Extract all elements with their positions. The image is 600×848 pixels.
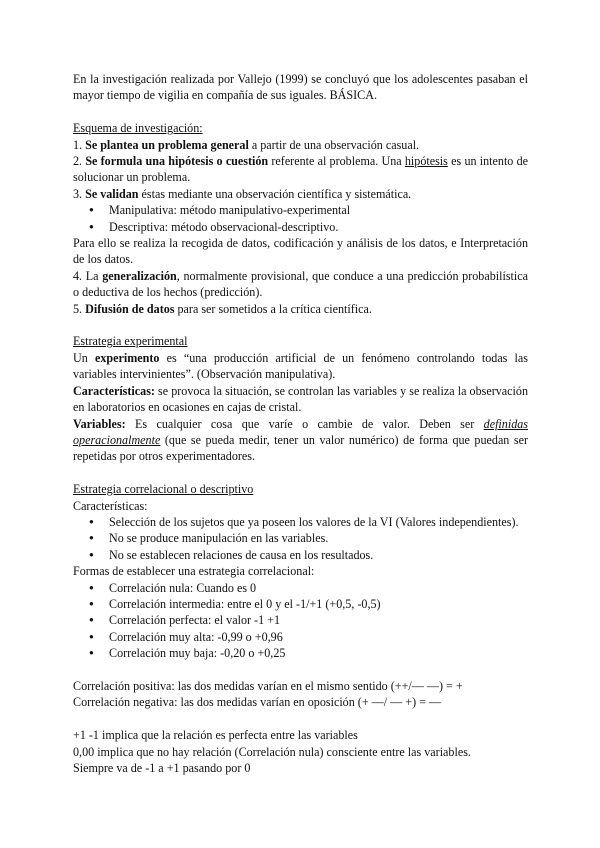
step-1-number: 1. (73, 137, 86, 152)
list-item: ● No se establecen relaciones de causa en los resultados. (73, 547, 528, 563)
list-item: ● Correlación muy baja: -0,20 o +0,25 (73, 645, 528, 661)
experimento-lead: Un (73, 350, 95, 365)
list-item: ● Correlación perfecta: el valor -1 +1 (73, 612, 528, 628)
correlacion-negativa: Correlación negativa: las dos medidas varían en oposición (+ —/ — +) = — (73, 695, 442, 710)
step-3-bullet-list (73, 202, 528, 235)
step-4-text: , normalmente provisional, que conduce a una predicción probabilística o deductiva de los hechos (predicción). (73, 268, 529, 300)
step-3-number: 3. (73, 186, 86, 201)
correlacion-positiva: Correlación positiva: las dos medidas varían en el mismo sentido (++/— —) = + (73, 678, 463, 693)
variables-text: Es cualquier cosa que varíe o cambie de valor. Deben ser (125, 416, 484, 431)
variables-text-end: (que se pueda medir, tener un valor numérico) de forma que puedan ser repetidas por otros experimentadores. (73, 432, 528, 464)
esquema-step-3 (73, 186, 528, 202)
step-5-number: 5. (73, 301, 86, 316)
step-1-bold: Se plantea un problema general (85, 137, 249, 152)
caracteristicas-paragraph (73, 383, 528, 416)
step-5-text: para ser sometidos a la crítica científica. (174, 301, 372, 316)
list-item: ● Correlación muy alta: -0,99 o +0,96 (73, 629, 528, 645)
experimento-bold: experimento (94, 350, 160, 365)
step-4-bold: generalización (102, 268, 177, 283)
list-item: ● Manipulativa: método manipulativo-experimental (73, 202, 528, 218)
formas-label: Formas de establecer una estrategia correlacional: (73, 564, 315, 579)
variables-bold: Variables: (73, 416, 126, 431)
list-item: ● Correlación intermedia: entre el 0 y el -1/+1 (+0,5, -0,5) (73, 596, 528, 612)
esquema-step-1 (73, 137, 528, 153)
caracteristicas-text: se provoca la situación, se controlan las variables y se realiza la observación en laboratorios en ocasiones en cajas de cristal. (73, 383, 528, 415)
intro-paragraph: En la investigación realizada por Vallejo (1999) se concluyó que los adolescentes pasaban el mayor tiempo de vigilia en compañía de sus iguales. BÁSICA. (73, 72, 528, 103)
correlacional-heading: Estrategia correlacional o descriptivo (73, 482, 254, 497)
experimento-paragraph (73, 350, 528, 383)
caracteristicas-bold: Características: (73, 383, 155, 398)
esquema-step-4 (73, 268, 528, 301)
experimento-text: es “una producción artificial de un fenómeno controlando todas las variables intervinientes”. (Observación manipulativa). (73, 350, 528, 382)
caracteristicas-bullet-list (73, 514, 528, 563)
step-2-text-end: es un intento de solucionar un problema. (73, 154, 529, 185)
list-item: ● Correlación nula: Cuando es 0 (73, 580, 528, 596)
step-2-bold: Se formula una hipótesis o cuestión (85, 154, 269, 169)
nota-perfecta: +1 -1 implica que la relación es perfecta entre las variables (73, 728, 358, 743)
step-3-text: éstas mediante una observación científica y sistemática. (138, 186, 412, 201)
step-2-text: referente al problema. Una (268, 154, 405, 169)
nota-rango: Siempre va de -1 a +1 pasando por 0 (73, 760, 251, 775)
step-1-text: a partir de una observación casual. (248, 137, 420, 152)
list-item: ● No se produce manipulación en las variables. (73, 530, 528, 546)
step-4-number: 4. La (73, 268, 103, 283)
variables-paragraph (73, 416, 528, 465)
step-3-note: Para ello se realiza la recogida de datos, codificación y análisis de los datos, e Interpretación de los datos. (73, 236, 528, 267)
formas-bullet-list (73, 580, 528, 662)
list-item: ● Selección de los sujetos que ya poseen los valores de la VI (Valores independientes). (73, 514, 528, 530)
step-3-bold: Se validan (85, 186, 139, 201)
list-item: ● Descriptiva: método observacional-descriptivo. (73, 219, 528, 235)
esquema-step-5 (73, 301, 528, 317)
esquema-heading: Esquema de investigación: (73, 121, 203, 136)
step-5-bold: Difusión de datos (85, 301, 175, 316)
step-2-number: 2. (73, 154, 86, 169)
nota-nula: 0,00 implica que no hay relación (Correlación nula) consciente entre las variables. (73, 744, 471, 759)
variables-emphasis: definidas operacionalmente (73, 416, 528, 447)
esquema-step-2 (73, 153, 528, 186)
caracteristicas-label: Características: (73, 498, 148, 513)
experimental-heading: Estrategia experimental (73, 334, 188, 349)
step-2-underlined: hipótesis (404, 154, 448, 169)
